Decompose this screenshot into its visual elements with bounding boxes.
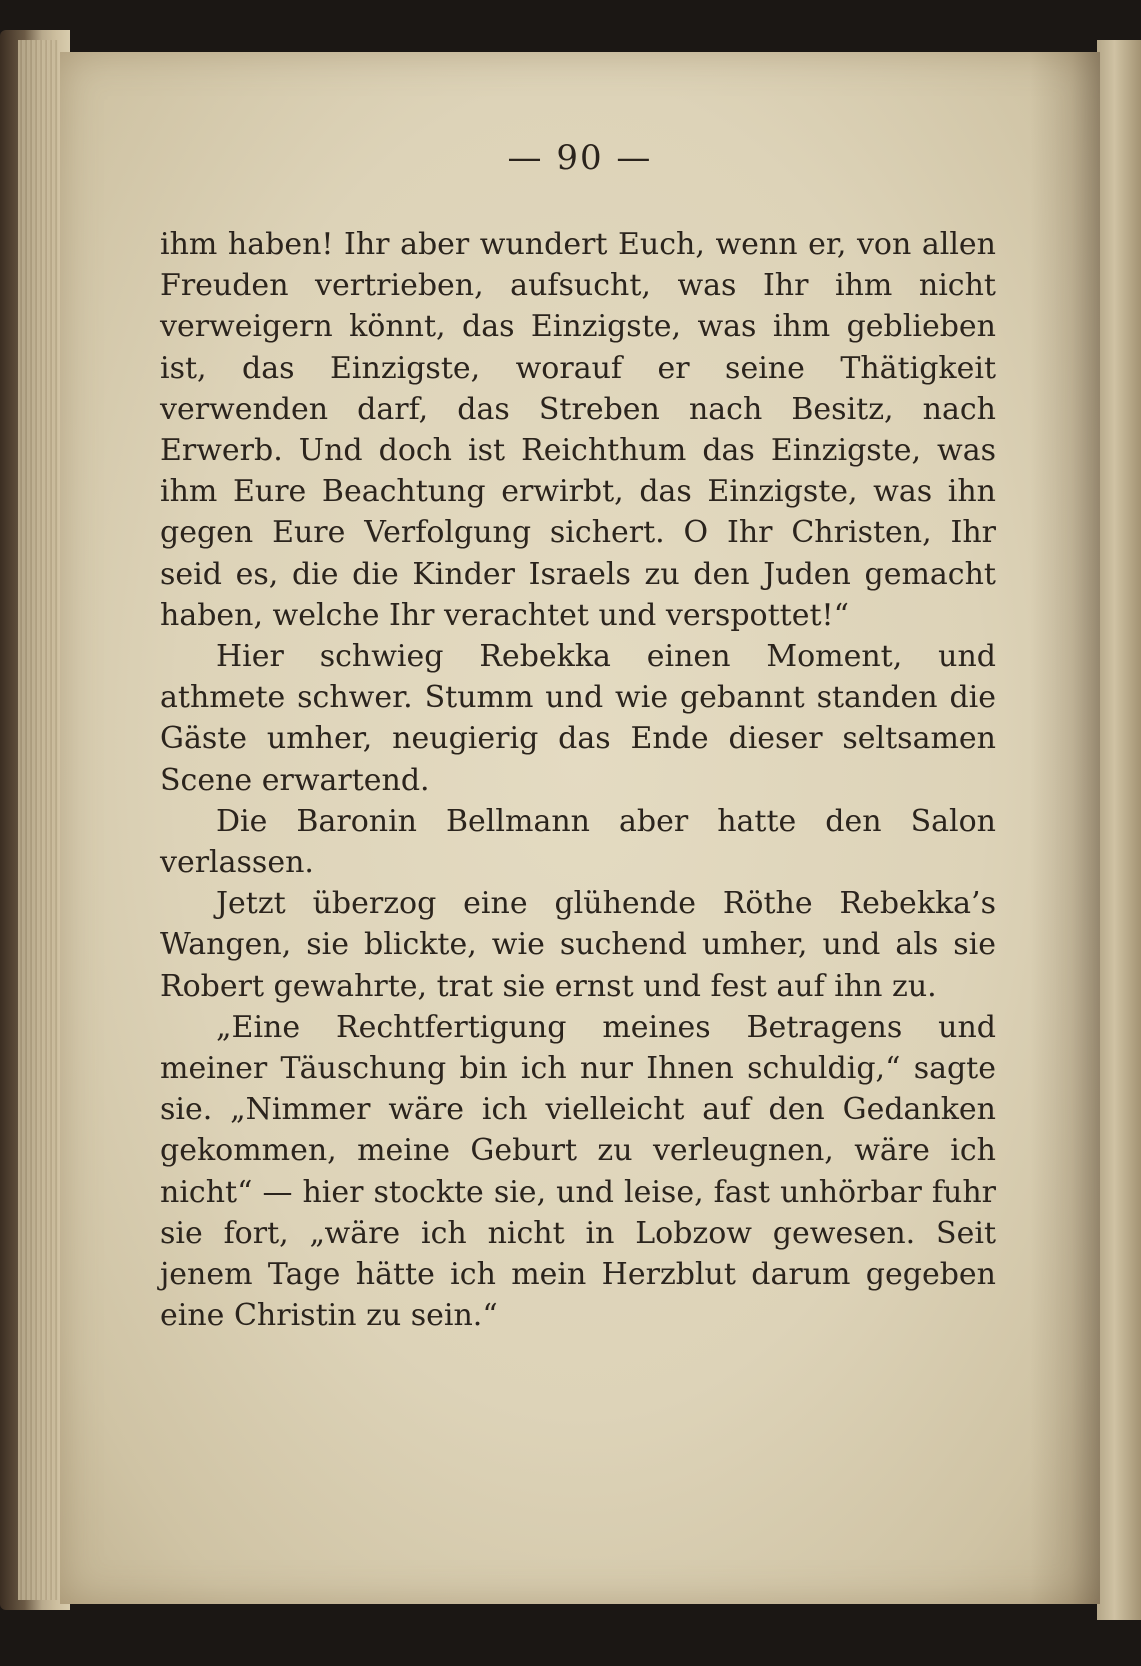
page-stack-edge — [18, 40, 58, 1600]
paragraph-1: ihm haben! Ihr aber wundert Euch, wenn er, von allen Freuden vertrieben, aufsucht, was Ihr ihm nicht verweigern könnt, das Einzigste, was ihm geblieben ist, das Einzigste, worauf er seine Thätigkeit verwenden darf, das Streben nach Besitz, nach Erwerb. Und doch ist Reichthum das Einzigste, was ihm Eure Beachtung erwirbt, das Einzigste, was ihn gegen Eure Verfolgung sichert. O Ihr Christen, Ihr seid es, die die Kinder Israels zu den Juden gemacht haben, welche Ihr verachtet und verspottet!“ — [160, 227, 996, 633]
page-text — [160, 224, 996, 1336]
page-number: — 90 — — [507, 138, 653, 178]
paragraph-5: „Eine Rechtfertigung meines Betragens und meiner Täuschung bin ich nur Ihnen schuldig,“ sagte sie. „Nimmer wäre ich vielleicht auf den Gedanken gekommen, meine Geburt zu verleugnen, wäre ich nicht“ — hier stockte sie, und leise, fast unhörbar fuhr sie fort, „wäre ich nicht in Lobzow gewesen. Seit jenem Tage hätte ich mein Herzblut darum gegeben eine Christin zu sein.“ — [160, 1009, 996, 1334]
spine-shadow — [1030, 52, 1100, 1604]
facing-page-edge — [1097, 40, 1141, 1620]
paragraph-4: Jetzt überzog eine glühende Röthe Rebekka’s Wangen, sie blickte, wie suchend umher, und als sie Robert gewahrte, trat sie ernst und fest auf ihn zu. — [160, 886, 996, 1004]
paragraph-2: Hier schwieg Rebekka einen Moment, und athmete schwer. Stumm und wie gebannt standen die Gäste umher, neugierig das Ende dieser seltsamen Scene erwartend. — [160, 639, 996, 798]
paragraph-3: Die Baronin Bellmann aber hatte den Salon verlassen. — [160, 803, 996, 881]
